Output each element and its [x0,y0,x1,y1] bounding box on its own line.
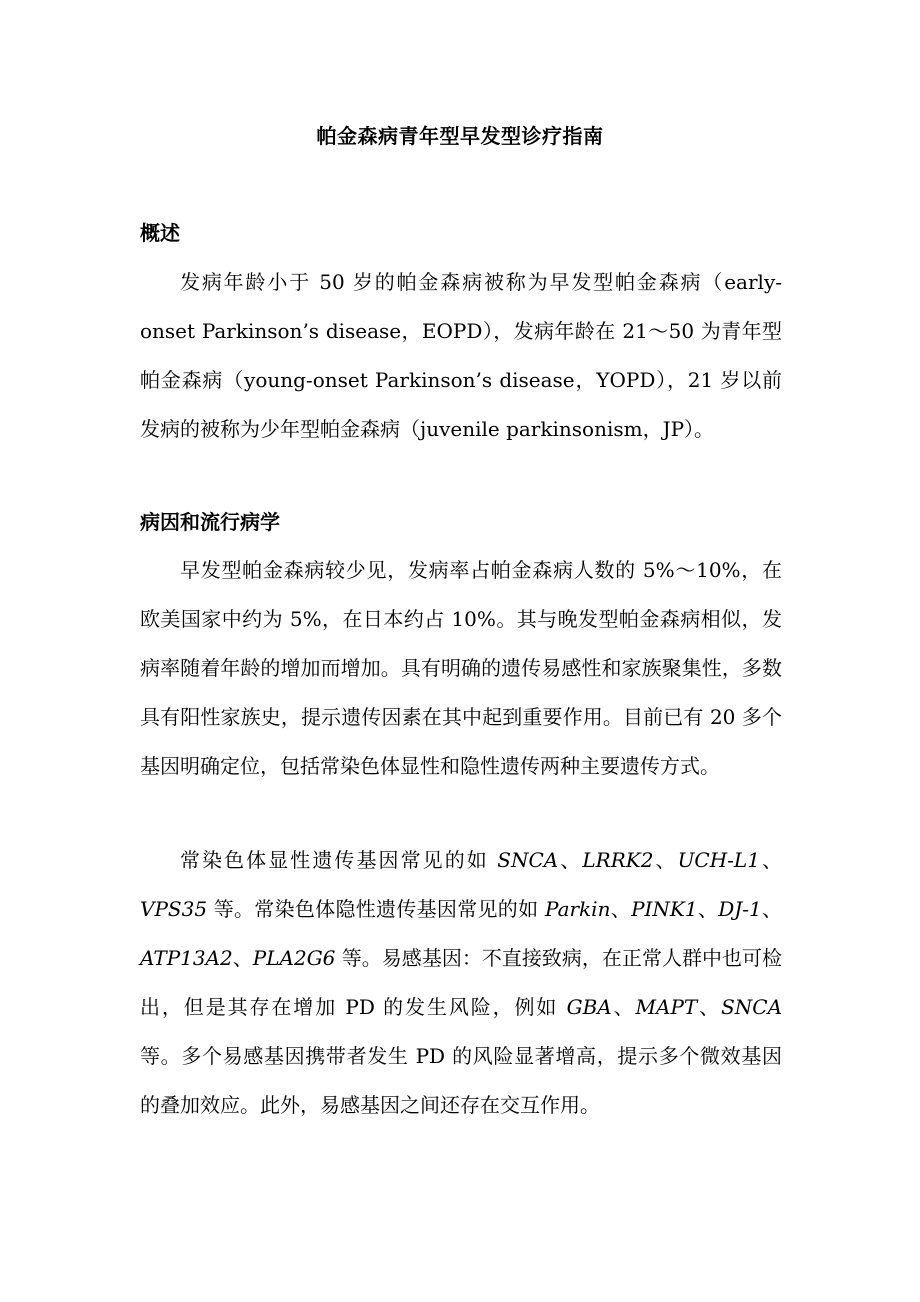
separator: 、 [759,848,783,872]
document-title: 帕金森病青年型早发型诊疗指南 [316,124,604,148]
gene-name: VPS35 [140,897,208,921]
separator: 、 [558,848,583,872]
gene-name: UCH-L1 [677,848,760,872]
gene-name: GBA [566,995,612,1019]
gene-name: Parkin [545,897,611,921]
gene-name: SNCA [721,995,783,1019]
separator: 、 [232,946,253,970]
gene-name: DJ-1 [718,897,762,921]
section-heading-etiology: 病因和流行病学 [140,510,280,534]
gene-name: PINK1 [631,897,698,921]
separator: 、 [653,848,678,872]
genetics-paragraph [140,836,782,1130]
genetics-text: 等。多个易感基因携带者发生 PD 的风险显著增高，提示多个微效基因的叠加效应。此外，易感基因之间还存在交互作用。 [140,1044,782,1117]
separator: 、 [761,897,783,921]
section-heading-overview: 概述 [140,221,180,245]
separator: 、 [697,995,722,1019]
separator: 、 [697,897,719,921]
genetics-text: 等。常染色体隐性遗传基因常见的如 [207,897,546,921]
gene-name: ATP13A2 [140,946,233,970]
genetics-text: 常染色体显性遗传基因常见的如 [180,848,498,872]
separator: 、 [610,897,632,921]
gene-name: MAPT [635,995,698,1019]
genetics-text: 等。易感基因：不直接致病，在正常人群中也可检出，但是其存在增加 PD 的发生风险，例如 [140,946,783,1019]
overview-paragraph: 发病年龄小于 50 岁的帕金森病被称为早发型帕金森病（early-onset Parkinson’s disease，EOPD），发病年龄在 21～50 为青年型帕金森病（young-onset Parkinson’s disease，YOPD），21 岁以前发病的被称为少年型帕金森病（juvenile parkinsonism，JP）。 [140,270,782,441]
gene-name: LRRK2 [582,848,654,872]
gene-name: PLA2G6 [252,946,336,970]
separator: 、 [611,995,636,1019]
gene-name: SNCA [497,848,559,872]
etiology-paragraph: 早发型帕金森病较少见，发病率占帕金森病人数的 5%～10%，在欧美国家中约为 5%，在日本约占 10%。其与晚发型帕金森病相似，发病率随着年龄的增加而增加。具有明确的遗传易感性和家族聚集性，多数具有阳性家族史，提示遗传因素在其中起到重要作用。目前已有 20 多个基因明确定位，包括常染色体显性和隐性遗传两种主要遗传方式。 [140,558,782,778]
